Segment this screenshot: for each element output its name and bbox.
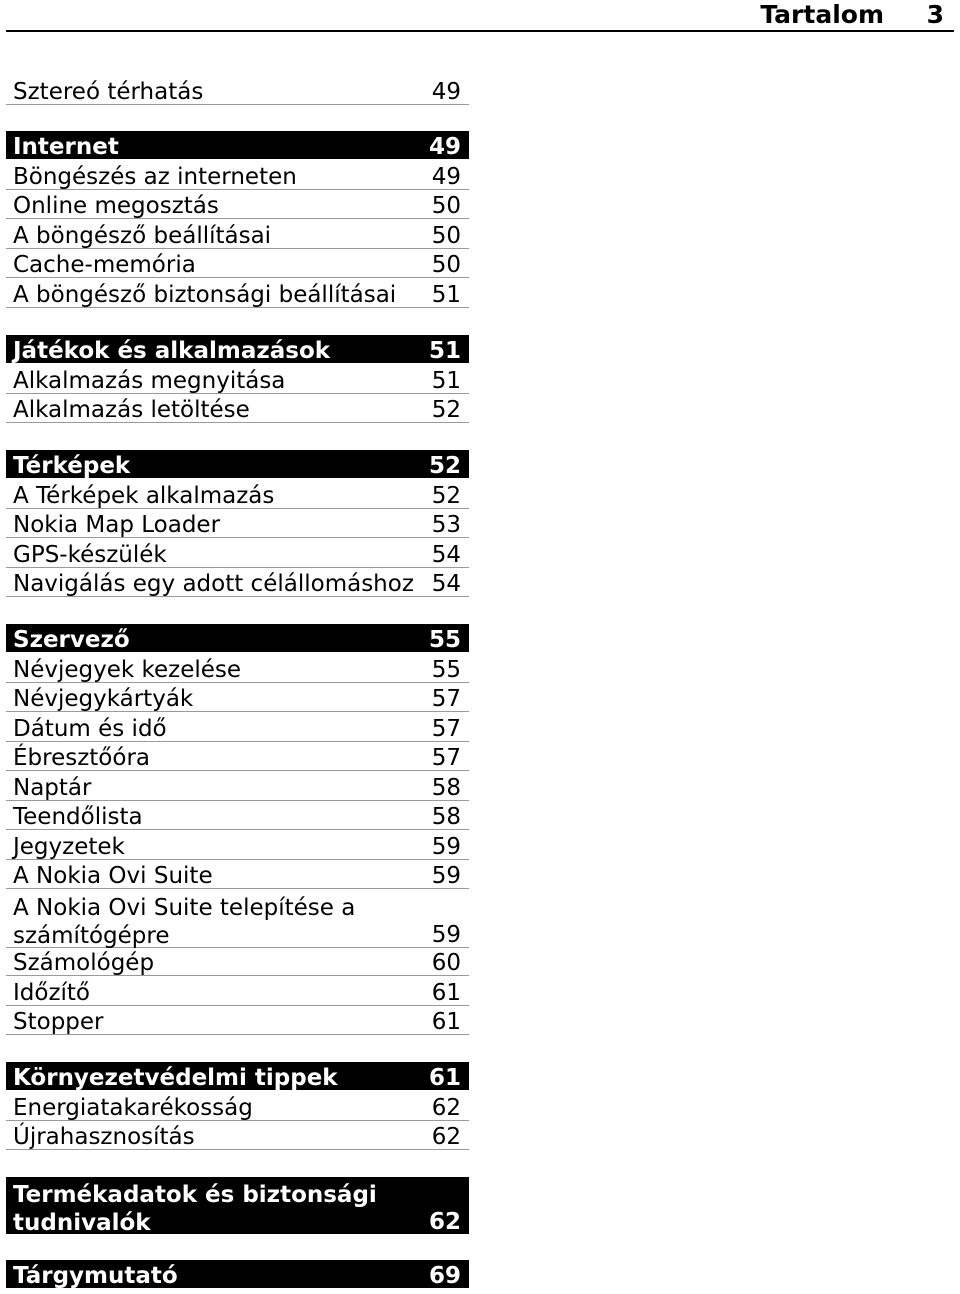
toc-entry-page: 54 [431, 571, 461, 597]
toc-section-heading[interactable] [6, 450, 469, 478]
toc-entry[interactable] [6, 279, 469, 308]
toc-entry-label: Ébresztőóra [13, 745, 151, 771]
toc-section-heading[interactable] [6, 131, 469, 159]
toc-entry-label: Navigálás egy adott célállomáshoz [13, 571, 414, 597]
toc-entry-label: Alkalmazás megnyitása [13, 368, 286, 394]
toc-section-heading[interactable] [6, 1260, 469, 1288]
toc-entry[interactable] [6, 977, 469, 1006]
toc-entry[interactable] [6, 1092, 469, 1121]
toc-entry-page: 50 [431, 252, 461, 278]
toc-section-heading[interactable] [6, 624, 469, 652]
toc-entry[interactable] [6, 568, 469, 597]
toc-entry-page: 59 [431, 834, 461, 860]
toc-entry[interactable] [6, 539, 469, 568]
toc-entry-page: 57 [431, 745, 461, 771]
toc-section-page: 55 [428, 627, 461, 653]
toc-entry-page: 57 [431, 686, 461, 712]
toc-entry-label: Böngészés az interneten [13, 164, 297, 190]
toc-entry[interactable] [6, 509, 469, 538]
toc-section-page: 52 [428, 453, 461, 479]
toc-entry-label: Cache-memória [13, 252, 196, 278]
toc-section-label: Szervező [13, 627, 130, 653]
toc-section-label: Termékadatok és biztonsági tudnivalók [13, 1182, 377, 1236]
toc-section-page: 49 [428, 134, 461, 160]
toc-entry-label: Energiatakarékosság [13, 1095, 253, 1121]
toc-entry-page: 50 [431, 223, 461, 249]
toc-entry-label: Sztereó térhatás [13, 79, 204, 105]
toc-entry-page: 57 [431, 716, 461, 742]
toc-entry-label: Online megosztás [13, 193, 219, 219]
toc-entry-label: A Nokia Ovi Suite telepítése a számítógépre [13, 895, 356, 949]
toc-entry[interactable] [6, 742, 469, 771]
toc-entry-label: Jegyzetek [13, 834, 125, 860]
toc-entry-page: 60 [431, 950, 461, 976]
toc-entry-page: 59 [431, 922, 461, 948]
toc-entry-label: Időzítő [13, 980, 91, 1006]
toc-entry-label: Újrahasznosítás [13, 1124, 195, 1150]
toc-section-label: Térképek [13, 453, 131, 479]
toc-entry-label: Alkalmazás letöltése [13, 397, 250, 423]
toc-entry[interactable] [6, 480, 469, 509]
toc-section-page: 62 [428, 1209, 461, 1235]
toc-entry-label: Névjegykártyák [13, 686, 194, 712]
toc-entry-page: 59 [431, 863, 461, 889]
toc-entry-page: 51 [431, 282, 461, 308]
toc-section-page: 69 [428, 1263, 461, 1289]
toc-entry[interactable] [6, 860, 469, 889]
toc-entry-label: A Térképek alkalmazás [13, 483, 275, 509]
toc-entry-page: 61 [431, 1009, 461, 1035]
toc-entry[interactable] [6, 801, 469, 830]
toc-entry-page: 49 [431, 79, 461, 105]
toc-entry[interactable] [6, 76, 469, 105]
toc-section-heading[interactable] [6, 1062, 469, 1090]
toc-entry[interactable] [6, 683, 469, 712]
toc-entry[interactable] [6, 190, 469, 219]
toc-entry-page: 54 [431, 542, 461, 568]
toc-entry-page: 62 [431, 1095, 461, 1121]
toc-entry-label: Naptár [13, 775, 92, 801]
toc-entry[interactable] [6, 947, 469, 976]
toc-entry-page: 49 [431, 164, 461, 190]
toc-entry[interactable] [6, 161, 469, 190]
toc-entry-page: 55 [431, 657, 461, 683]
toc-entry[interactable] [6, 1121, 469, 1150]
toc-entry-label: Stopper [13, 1009, 104, 1035]
toc-entry-page: 50 [431, 193, 461, 219]
toc-section-label: Internet [13, 134, 119, 160]
toc-entry-page: 58 [431, 775, 461, 801]
toc-entry[interactable] [6, 220, 469, 249]
toc-entry-label: A Nokia Ovi Suite [13, 863, 213, 889]
toc-entry-label: Névjegyek kezelése [13, 657, 242, 683]
toc-entry[interactable] [6, 890, 469, 948]
toc-entry-label: Számológép [13, 950, 155, 976]
toc-entry[interactable] [6, 713, 469, 742]
toc-section-page: 51 [428, 338, 461, 364]
toc-entry-label: Nokia Map Loader [13, 512, 221, 538]
toc-entry-page: 58 [431, 804, 461, 830]
toc-entry-label: Dátum és idő [13, 716, 167, 742]
header-title: Tartalom [760, 0, 884, 29]
toc-entry[interactable] [6, 772, 469, 801]
toc-entry-page: 52 [431, 483, 461, 509]
header-page-number: 3 [926, 0, 944, 29]
toc-section-heading[interactable] [6, 1177, 469, 1234]
toc-entry[interactable] [6, 831, 469, 860]
toc-entry-page: 62 [431, 1124, 461, 1150]
toc-section-label: Játékok és alkalmazások [13, 338, 331, 364]
toc-section-heading[interactable] [6, 335, 469, 363]
toc-entry[interactable] [6, 654, 469, 683]
toc-section-label: Tárgymutató [13, 1263, 178, 1289]
toc-entry[interactable] [6, 1006, 469, 1035]
toc-entry-page: 52 [431, 397, 461, 423]
toc-entry[interactable] [6, 394, 469, 423]
toc-entry[interactable] [6, 249, 469, 278]
toc-entry-label: Teendőlista [13, 804, 143, 830]
toc-entry[interactable] [6, 365, 469, 394]
toc-entry-label: GPS-készülék [13, 542, 167, 568]
toc-entry-label: A böngésző beállításai [13, 223, 272, 249]
toc-section-page: 61 [428, 1065, 461, 1091]
toc-entry-page: 61 [431, 980, 461, 1006]
toc-section-label: Környezetvédelmi tippek [13, 1065, 338, 1091]
page-header [6, 0, 954, 32]
toc-entry-page: 51 [431, 368, 461, 394]
toc-entry-label: A böngésző biztonsági beállításai [13, 282, 397, 308]
toc-entry-page: 53 [431, 512, 461, 538]
